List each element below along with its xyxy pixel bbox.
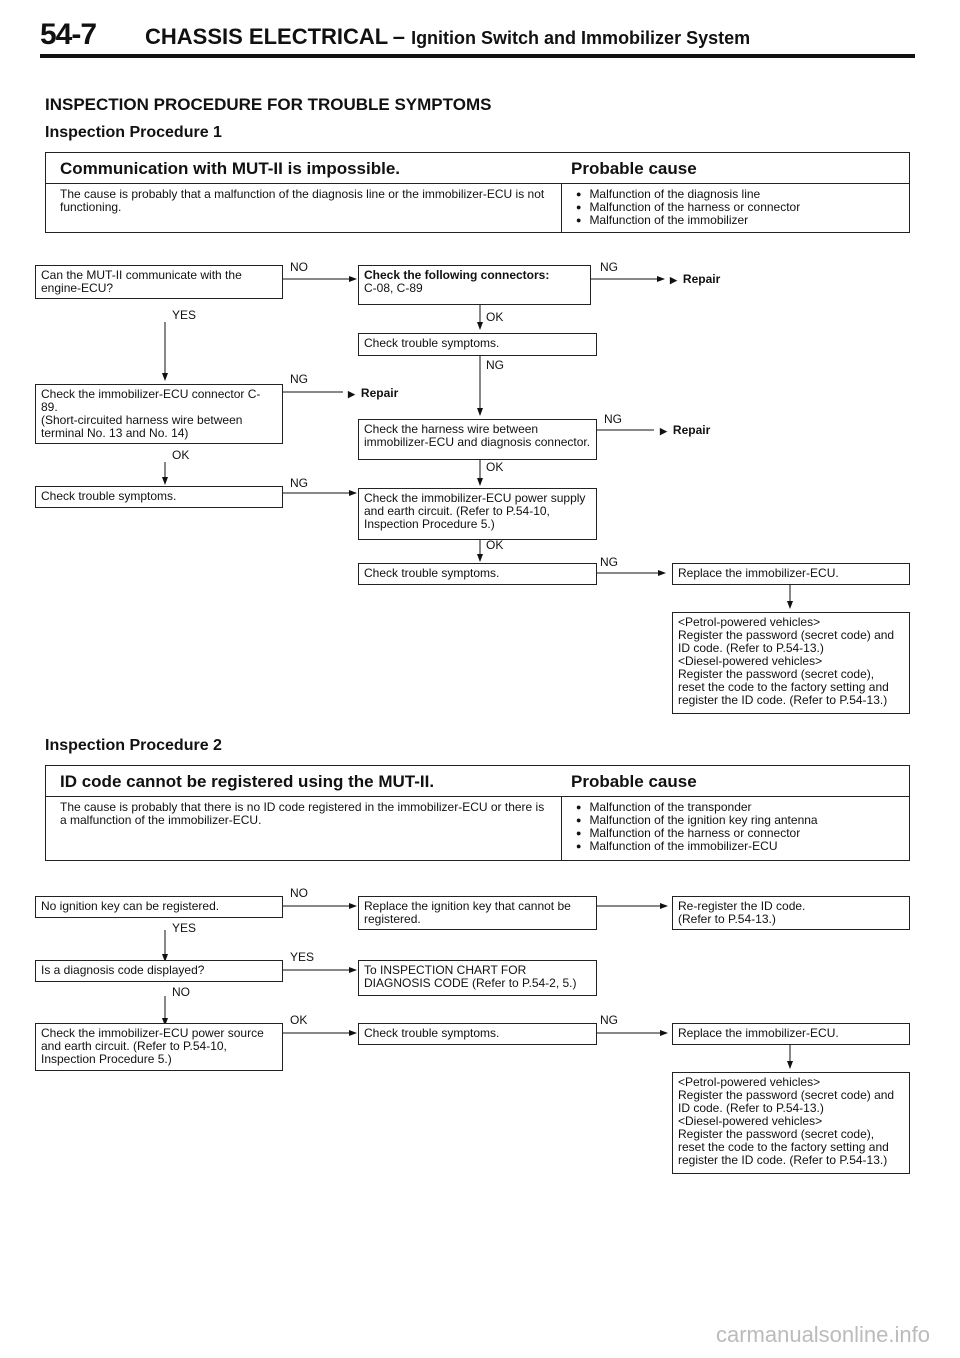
proc1-symptom-box [45, 152, 910, 233]
p2-register-password: <Petrol-powered vehicles> Register the password (secret code) and ID code. (Refer to P.54-13.) <Diesel-powered vehicles> Register the password (secret code), reset the code to the factory setting and register the ID code. (Refer to P.54-13.) [672, 1072, 910, 1174]
header-title-sub: Ignition Switch and Immobilizer System [411, 28, 751, 48]
p1-check-power-supply: Check the immobilizer-ECU power supply and earth circuit. (Refer to P.54-10, Inspection Procedure 5.) [358, 488, 597, 540]
p1-repair-2: ▶ Repair [348, 386, 398, 400]
p2-to-diagnosis-chart: To INSPECTION CHART FOR DIAGNOSIS CODE (Refer to P.54-2, 5.) [358, 960, 597, 996]
proc2-symptom-box [45, 765, 910, 861]
label-ng: NG [600, 555, 618, 569]
cause-item: ● Malfunction of the diagnosis line [576, 188, 800, 201]
p1-check-connectors-ids: C-08, C-89 [364, 281, 423, 295]
p1-check-symptoms-2: Check trouble symptoms. [35, 486, 283, 508]
p1-repair-1: ▶ Repair [670, 272, 720, 286]
p1-q-mut-communicate: Can the MUT-II communicate with the engine-ECU? [35, 265, 283, 299]
cause-item: ● Malfunction of the ignition key ring antenna [576, 814, 818, 827]
label-ng: NG [290, 476, 308, 490]
proc1-description: The cause is probably that a malfunction of the diagnosis line or the immobilizer-ECU is not functioning. [60, 187, 545, 214]
p2-replace-key: Replace the ignition key that cannot be registered. [358, 896, 597, 930]
cause-item: ● Malfunction of the harness or connector [576, 827, 818, 840]
p2-check-power-source: Check the immobilizer-ECU power source and earth circuit. (Refer to P.54-10, Inspection Procedure 5.) [35, 1023, 283, 1071]
header-dash: – [392, 24, 412, 49]
label-no: NO [290, 886, 308, 900]
label-ok: OK [486, 460, 504, 474]
label-yes: YES [290, 950, 315, 964]
proc2-heading: Inspection Procedure 2 [45, 737, 222, 754]
cause-item: ● Malfunction of the harness or connector [576, 201, 800, 214]
p1-check-connectors [358, 265, 591, 305]
label-ng: NG [486, 358, 504, 372]
p1-check-symptoms-1: Check trouble symptoms. [358, 333, 597, 356]
label-yes: YES [172, 921, 197, 935]
p1-check-symptoms-3: Check trouble symptoms. [358, 563, 597, 585]
label-ng: NG [600, 260, 618, 274]
proc1-divider [46, 183, 909, 184]
proc2-column-divider [561, 796, 562, 861]
label-ok: OK [172, 448, 190, 462]
label-ng: NG [604, 412, 622, 426]
proc2-probable-heading: Probable cause [571, 772, 697, 791]
proc1-heading: Inspection Procedure 1 [45, 124, 222, 141]
p2-q-no-key-registered: No ignition key can be registered. [35, 896, 283, 918]
label-yes: YES [172, 308, 197, 322]
p2-reregister-id: Re-register the ID code. (Refer to P.54-13.) [672, 896, 910, 930]
page-number: 54-7 [40, 18, 97, 51]
watermark: carmanualsonline.info [715, 1322, 930, 1347]
label-no: NO [290, 260, 308, 274]
p2-q-diagnosis-code: Is a diagnosis code displayed? [35, 960, 283, 982]
proc2-description: The cause is probably that there is no ID code registered in the immobilizer-ECU or there is a malfunction of the immobilizer-ECU. [60, 800, 545, 827]
cause-item: ● Malfunction of the immobilizer-ECU [576, 840, 818, 853]
p2-replace-ecu: Replace the immobilizer-ECU. [672, 1023, 910, 1045]
p1-check-connectors-title: Check the following connectors: [364, 268, 550, 282]
header-title-main: CHASSIS ELECTRICAL [145, 24, 389, 49]
p1-check-harness: Check the harness wire between immobilizer-ECU and diagnosis connector. [358, 419, 597, 460]
proc1-probable-heading: Probable cause [571, 159, 697, 178]
proc1-symptom: Communication with MUT-II is impossible. [60, 159, 401, 178]
label-ok: OK [486, 538, 504, 552]
proc1-column-divider [561, 183, 562, 233]
proc2-symptom: ID code cannot be registered using the MUT-II. [60, 772, 435, 791]
label-no: NO [172, 985, 190, 999]
label-ng: NG [600, 1013, 618, 1027]
p1-register-password: <Petrol-powered vehicles> Register the password (secret code) and ID code. (Refer to P.54-13.) <Diesel-powered vehicles> Register the password (secret code), reset the code to the factory setting and register the ID code. (Refer to P.54-13.) [672, 612, 910, 714]
label-ok: OK [290, 1013, 308, 1027]
proc2-divider [46, 796, 909, 797]
label-ok: OK [486, 310, 504, 324]
label-ng: NG [290, 372, 308, 386]
proc2-causes [576, 801, 818, 853]
cause-item: ● Malfunction of the immobilizer [576, 214, 800, 227]
p2-check-symptoms: Check trouble symptoms. [358, 1023, 597, 1045]
p1-repair-3: ▶ Repair [660, 423, 710, 437]
cause-item: ● Malfunction of the transponder [576, 801, 818, 814]
p1-replace-ecu: Replace the immobilizer-ECU. [672, 563, 910, 585]
proc1-causes [576, 188, 800, 227]
p1-check-immo-connector: Check the immobilizer-ECU connector C-89. (Short-circuited harness wire between terminal No. 13 and No. 14) [35, 384, 283, 444]
section-title: INSPECTION PROCEDURE FOR TROUBLE SYMPTOMS [45, 95, 492, 114]
